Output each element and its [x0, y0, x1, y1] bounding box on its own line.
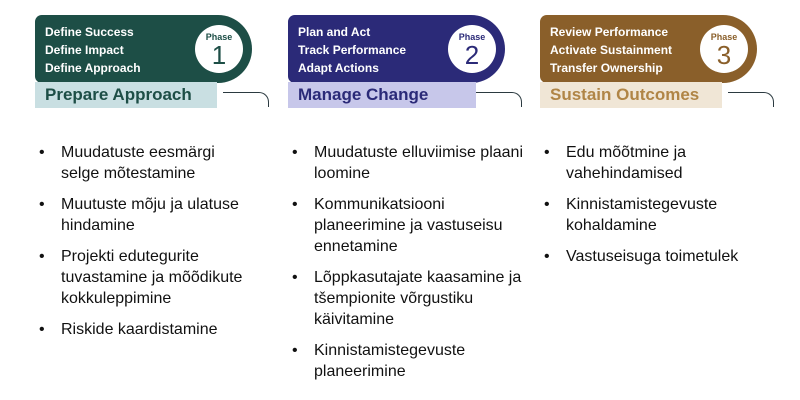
- phase-3-bullet-list: [540, 142, 790, 277]
- list-item: [35, 246, 255, 309]
- bullet-dot-icon: •: [39, 248, 45, 265]
- list-item: [35, 194, 255, 236]
- phase-1-column: [35, 0, 275, 400]
- bullet-text: Muudatuste elluviimise plaani loomine: [314, 144, 523, 182]
- phase-1-stage-bracket: [223, 92, 269, 107]
- list-item: [35, 142, 255, 184]
- bullet-text: Kinnistamistegevuste kohaldamine: [566, 196, 718, 234]
- bullet-dot-icon: •: [39, 321, 45, 338]
- phase-2-badge: [448, 25, 496, 73]
- list-item: [540, 246, 790, 267]
- phase-3-card-line: Review Performance: [550, 25, 669, 39]
- phase-3-stage-title: Sustain Outcomes: [540, 82, 722, 108]
- phase-2-card: [288, 15, 505, 83]
- list-item: [540, 142, 790, 184]
- phase-3-card-lines: [550, 23, 672, 77]
- bullet-dot-icon: •: [292, 342, 298, 359]
- phase-1-badge-label: Phase: [205, 32, 233, 42]
- bullet-dot-icon: •: [544, 196, 550, 213]
- phase-1-badge: [195, 25, 243, 73]
- phase-2-stage-title: Manage Change: [288, 82, 476, 108]
- list-item: [35, 319, 255, 340]
- phase-3-badge: [700, 25, 748, 73]
- bullet-text: Kommunikatsiooni planeerimine ja vastuseisu ennetamine: [314, 196, 503, 255]
- phase-2-bullet-list: [288, 142, 533, 392]
- phase-1-stage-title: Prepare Approach: [35, 82, 217, 108]
- phase-2-stage-bracket: [476, 92, 522, 107]
- bullet-text: Kinnistamistegevuste planeerimine: [314, 342, 466, 380]
- phase-2-card-line: Track Performance: [298, 43, 407, 57]
- phase-3-badge-label: Phase: [710, 32, 738, 42]
- bullet-text: Edu mõõtmine ja vahehindamised: [566, 144, 687, 182]
- bullet-dot-icon: •: [292, 196, 298, 213]
- phase-1-card: [35, 15, 252, 83]
- bullet-text: Projekti edutegurite tuvastamine ja mõõdikute kokkuleppimine: [61, 248, 243, 307]
- bullet-text: Muudatuste eesmärgi selge mõtestamine: [61, 144, 215, 182]
- phase-2-column: [288, 0, 528, 400]
- phase-3-stage-bracket: [728, 92, 774, 107]
- bullet-dot-icon: •: [39, 144, 45, 161]
- phase-2-badge-label: Phase: [458, 32, 486, 42]
- bullet-text: Riskide kaardistamine: [61, 321, 218, 338]
- bullet-dot-icon: •: [39, 196, 45, 213]
- bullet-dot-icon: •: [292, 269, 298, 286]
- list-item: [288, 340, 533, 382]
- phase-2-card-line: Adapt Actions: [298, 61, 379, 75]
- phase-2-card-line: Plan and Act: [298, 25, 371, 39]
- bullet-text: Lõppkasutajate kaasamine ja tšempionite võrgustiku käivitamine: [314, 269, 522, 328]
- list-item: [288, 267, 533, 330]
- phase-1-bullet-list: [35, 142, 255, 350]
- phase-2-badge-number: 2: [464, 40, 480, 70]
- phase-3-card: [540, 15, 757, 83]
- phase-3-badge-number: 3: [716, 40, 732, 70]
- phase-3-card-line: Activate Sustainment: [550, 43, 673, 57]
- phase-3-card-line: Transfer Ownership: [550, 61, 663, 75]
- phase-2-card-lines: [298, 23, 406, 77]
- phase-1-card-line: Define Impact: [45, 43, 124, 57]
- phase-3-column: [540, 0, 780, 400]
- bullet-text: Vastuseisuga toimetulek: [566, 248, 739, 265]
- list-item: [540, 194, 790, 236]
- bullet-dot-icon: •: [544, 144, 550, 161]
- bullet-dot-icon: •: [292, 144, 298, 161]
- phase-1-card-lines: [45, 23, 141, 77]
- phase-1-card-line: Define Approach: [45, 61, 141, 75]
- phase-1-badge-number: 1: [211, 40, 227, 70]
- bullet-text: Muutuste mõju ja ulatuse hindamine: [61, 196, 239, 234]
- bullet-dot-icon: •: [544, 248, 550, 265]
- list-item: [288, 194, 533, 257]
- list-item: [288, 142, 533, 184]
- phase-1-card-line: Define Success: [45, 25, 134, 39]
